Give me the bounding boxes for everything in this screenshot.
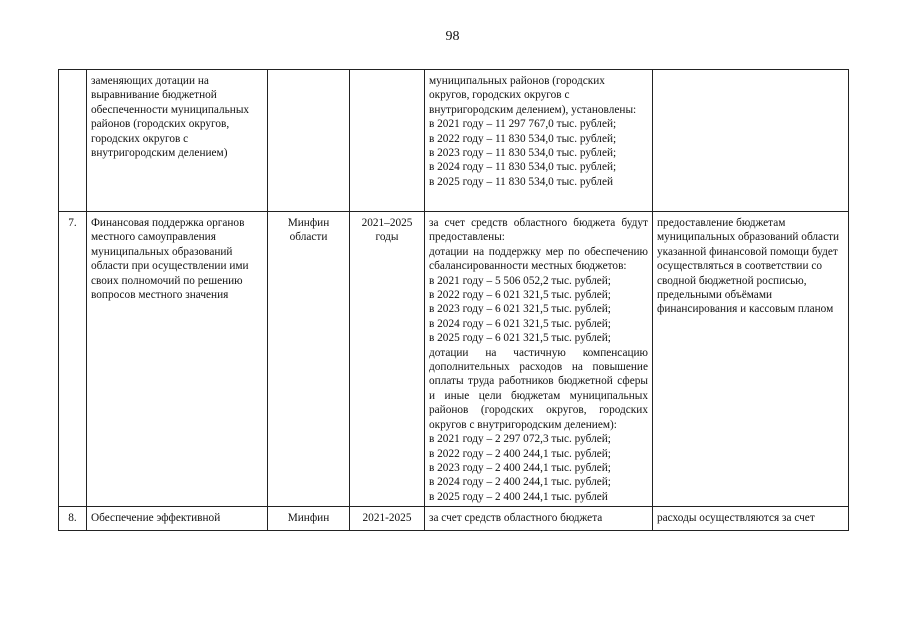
funding-line: в 2023 году – 2 400 244,1 тыс. рублей; [429, 461, 611, 474]
funding-line: в 2021 году – 5 506 052,2 тыс. рублей; [429, 274, 611, 287]
funding-intro: за счет средств областного бюджета будут предоставлены: [429, 217, 648, 244]
funding-amounts [429, 117, 648, 189]
notes: расходы осуществляются за счет [653, 507, 849, 531]
funding-line: в 2025 году – 2 400 244,1 тыс. рублей [429, 490, 608, 503]
funding-line: в 2022 году – 11 830 534,0 тыс. рублей; [429, 132, 617, 145]
funding-line: в 2021 году – 2 297 072,3 тыс. рублей; [429, 433, 611, 446]
row-number: 8. [59, 507, 87, 531]
funding-line: в 2024 году – 6 021 321,5 тыс. рублей; [429, 317, 611, 330]
funding-line: в 2024 году – 11 830 534,0 тыс. рублей; [429, 161, 617, 174]
funding-source [425, 70, 653, 212]
funding-line: в 2022 году – 2 400 244,1 тыс. рублей; [429, 447, 611, 460]
funding-line: в 2021 году – 11 297 767,0 тыс. рублей; [429, 118, 617, 131]
period: 2021–2025 годы [350, 212, 425, 507]
executor [268, 70, 350, 212]
executor: Минфин области [268, 212, 350, 507]
funding-line: в 2022 году – 6 021 321,5 тыс. рублей; [429, 289, 611, 302]
period: 2021-2025 [350, 507, 425, 531]
table-row [59, 70, 849, 212]
funding-line: в 2025 году – 6 021 321,5 тыс. рублей; [429, 332, 611, 345]
funding-amounts [429, 274, 648, 346]
executor: Минфин [268, 507, 350, 531]
funding-subtitle: дотации на частичную компенсацию дополнительных расходов на повышение оплаты труда работников бюджетной сферы и иные цели бюджетам муниципальных районов (городских округов, городских округов с внутригородским делением): [429, 346, 648, 431]
table-row [59, 212, 849, 507]
period [350, 70, 425, 212]
notes: предоставление бюджетам муниципальных образований области указанной финансовой помощи будет осуществляться в соответствии со сводной бюджетной росписью, предельными объёмами финансирования и кассовым планом [653, 212, 849, 507]
funding-source: за счет средств областного бюджета [425, 507, 653, 531]
measure-name: заменяющих дотации на выравнивание бюджетной обеспеченности муниципальных районов (городских округов, городских округов с внутригородским делением) [87, 70, 268, 212]
measures-table [58, 69, 849, 531]
measure-name: Финансовая поддержка органов местного самоуправления муниципальных образований области при осуществлении ими своих полномочий по решению вопросов местного значения [87, 212, 268, 507]
funding-line: в 2024 году – 2 400 244,1 тыс. рублей; [429, 476, 611, 489]
row-number: 7. [59, 212, 87, 507]
measure-name: Обеспечение эффективной [87, 507, 268, 531]
funding-amounts [429, 432, 648, 504]
funding-line: в 2023 году – 11 830 534,0 тыс. рублей; [429, 147, 617, 160]
funding-line: в 2025 году – 11 830 534,0 тыс. рублей [429, 175, 614, 188]
funding-source [425, 212, 653, 507]
row-number [59, 70, 87, 212]
funding-subtitle: дотации на поддержку мер по обеспечению сбалансированности местных бюджетов: [429, 245, 648, 273]
funding-intro: муниципальных районов (городских округов, городских округов с внутригородским делением), установлены: [429, 75, 637, 116]
notes [653, 70, 849, 212]
table-row [59, 507, 849, 531]
funding-line: в 2023 году – 6 021 321,5 тыс. рублей; [429, 303, 611, 316]
page-number: 98 [445, 29, 460, 44]
